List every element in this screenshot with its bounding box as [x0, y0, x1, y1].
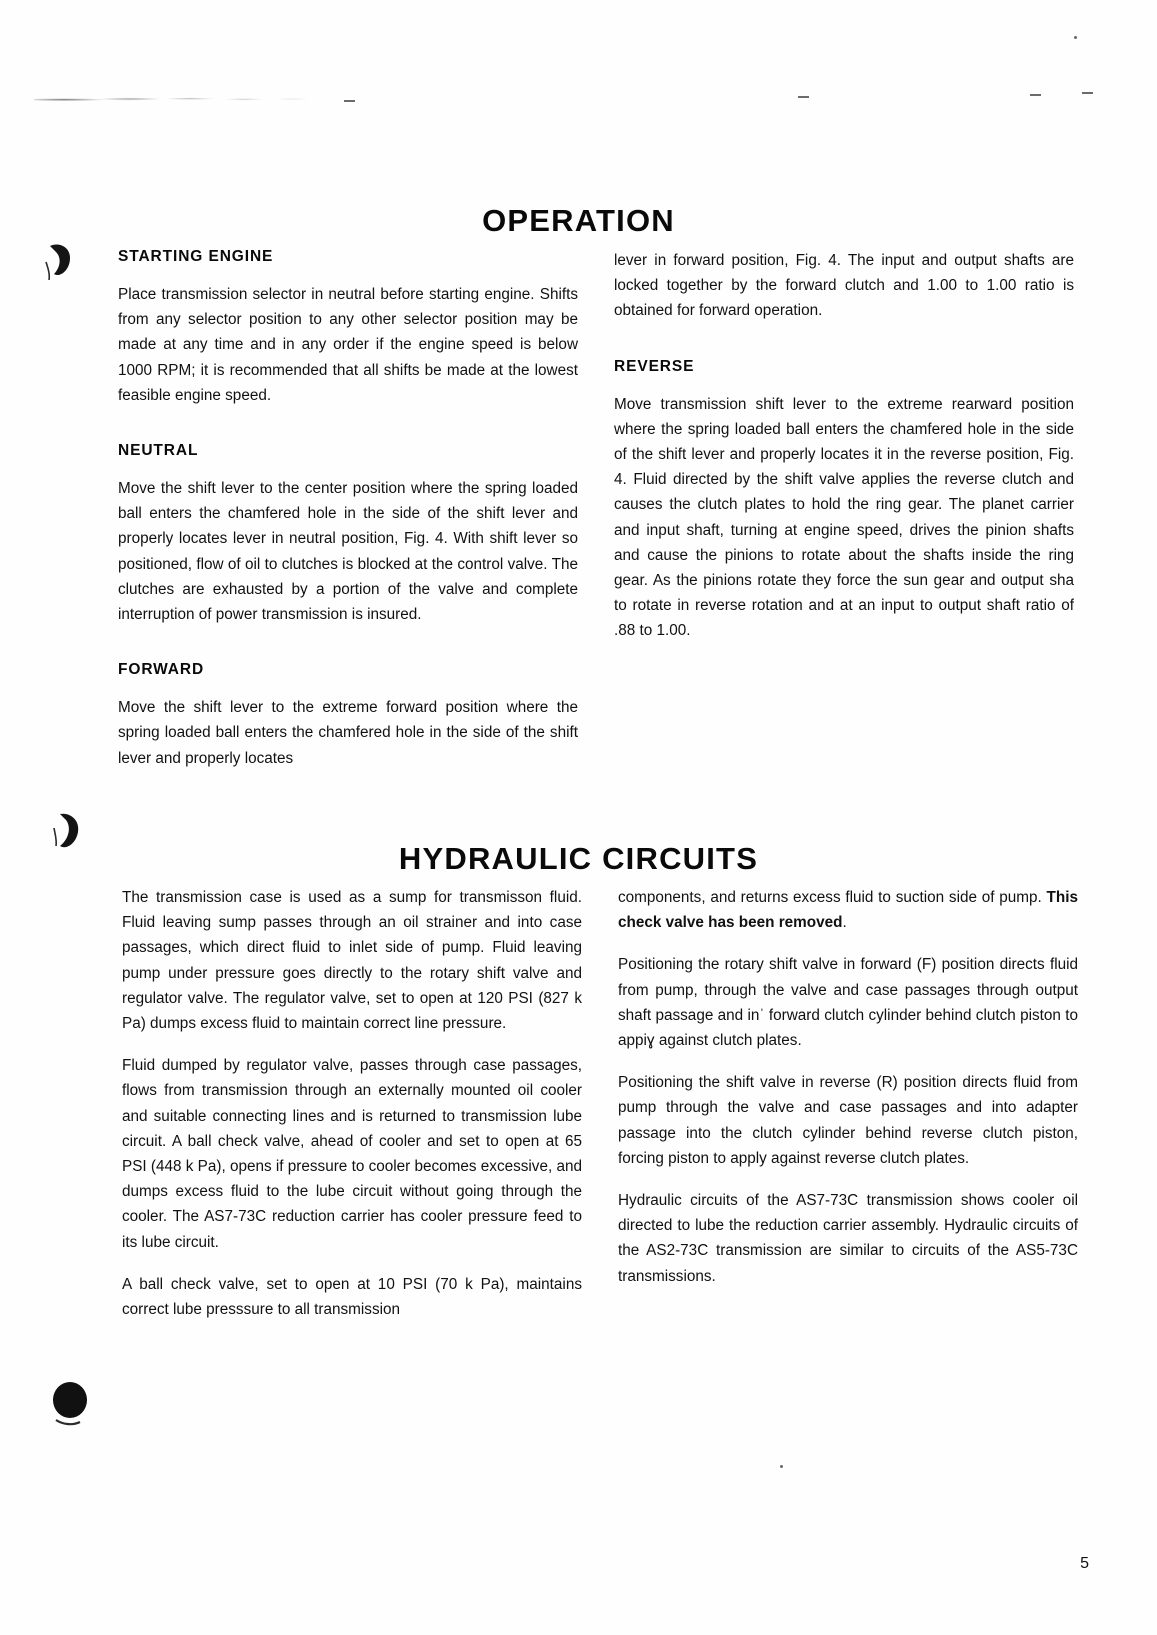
scan-smudge-artifact [34, 92, 334, 106]
punch-hole-smudge [48, 1380, 96, 1434]
paragraph-cooler-circuit: Fluid dumped by regulator valve, passes through case passages, flows from transmission through an externally mounted oil cooler and suitable connecting lines and is returned to transmission lube circuit. A ball check valve, ahead of cooler and set to open at 65 PSI (448 k Pa), opens if pressure to cooler becomes excessive, and dumps excess fluid to the lube circuit without going through the cooler. The AS7-73C reduction carrier has cooler pressure feed to its lube circuit. [122, 1057, 582, 1251]
check-valve-lead-text: components, and returns excess fluid to suction side of pump. [618, 889, 1047, 906]
paragraph-check-valve-removed [618, 885, 1078, 935]
paragraph-reverse: Move transmission shift lever to the extreme rearward position where the spring loaded ball enters the chamfered hole in the side of the shift lever and properly locates it in the reverse position, Fig. 4. Fluid directed by the shift valve applies the reverse clutch and causes the clutch plates to hold the ring gear. The planet carrier and input shaft, turning at engine speed, drives the pinion shafts and cause the pinions to rotate about the shafts inside the ring gear. As the pinions rotate they force the sun gear and output sha to rotate in reverse rotation and at an input to output shaft ratio of .88 to 1.00. [614, 395, 1074, 640]
scan-tick-mark [1030, 94, 1041, 96]
hydraulic-circuits-section-body [122, 885, 1084, 1322]
section-title-hydraulic-circuits: HYDRAULIC CIRCUITS [398, 841, 759, 876]
operation-left-column [118, 248, 578, 771]
subheading-reverse: REVERSE [614, 357, 695, 375]
paragraph-starting-engine: Place transmission selector in neutral before starting engine. Shifts from any selector position to any other selector position may be made at any time and in any order if the engine speed is below 1000 RPM; it is recommended that all shifts be made at the lowest feasible engine speed. [118, 286, 578, 404]
page-number: 5 [1080, 1555, 1089, 1572]
subheading-starting-engine: STARTING ENGINE [118, 248, 274, 265]
operation-section-body [118, 248, 1080, 771]
scan-speck [780, 1465, 783, 1468]
operation-right-column [614, 248, 1074, 771]
scan-tick-mark [344, 100, 355, 102]
paragraph-as7-73c-circuits: Hydraulic circuits of the AS7-73C transmission shows cooler oil directed to lube the reduction carrier assembly. Hydraulic circuits of the AS2-73C transmission are similar to circuits of the AS5-73C transmissions. [618, 1192, 1078, 1285]
scan-edge-fade [1115, 200, 1157, 720]
scan-speck [1074, 36, 1077, 39]
paragraph-neutral: Move the shift lever to the center position where the spring loaded ball enters the chamfered hole in the side of the shift lever and properly locates lever in neutral position, Fig. 4. With shift lever so positioned, flow of oil to clutches is blocked at the control valve. The clutches are exhausted by a portion of the valve and complete interruption of power transmission is insured. [118, 480, 578, 624]
scan-tick-mark [798, 96, 809, 98]
hydraulic-right-column [618, 885, 1078, 1322]
paragraph-forward: Move the shift lever to the extreme forward position where the spring loaded ball enters the chamfered hole in the side of the shift lever and properly locates [118, 699, 578, 767]
check-valve-tail-text: . [842, 914, 847, 932]
paragraph-lube-check-valve: A ball check valve, set to open at 10 PSI (70 k Pa), maintains correct lube presssure to all transmission [122, 1275, 582, 1319]
paragraph-forward-position: Positioning the rotary shift valve in forward (F) position directs fluid from pump, through the valve and case passages through output shaft passage and inˈ forward clutch cylinder behind clutch piston to appiɣ against clutch plates. [618, 956, 1078, 1050]
paragraph-forward-continued: lever in forward position, Fig. 4. The input and output shafts are locked together by the forward clutch and 1.00 to 1.00 ratio is obtained for forward operation. [614, 252, 1074, 320]
scan-tick-mark [1082, 92, 1093, 94]
subheading-forward: FORWARD [118, 661, 205, 679]
section-title-operation: OPERATION [482, 203, 675, 238]
punch-hole-smudge [40, 240, 84, 292]
hydraulic-left-column [122, 885, 582, 1322]
check-valve-removed-bold-text: This check valve has been removed [618, 889, 1078, 932]
paragraph-sump-and-pump: The transmission case is used as a sump for transmisson fluid. Fluid leaving sump passes through an oil strainer and into case passages, which direct fluid to inlet side of pump. Fluid leaving pump under pressure goes directly to the rotary shift valve and regulator valve. The regulator valve, set to open at 120 PSI (827 k Pa) dumps excess fluid to maintain correct line pressure. [122, 889, 582, 1033]
paragraph-reverse-position: Positioning the shift valve in reverse (R) position directs fluid from pump through the valve and case passages and into adapter passage into the clutch cylinder behind reverse clutch piston, forcing piston to apply against reverse clutch plates. [618, 1074, 1078, 1167]
subheading-neutral: NEUTRAL [118, 442, 199, 460]
